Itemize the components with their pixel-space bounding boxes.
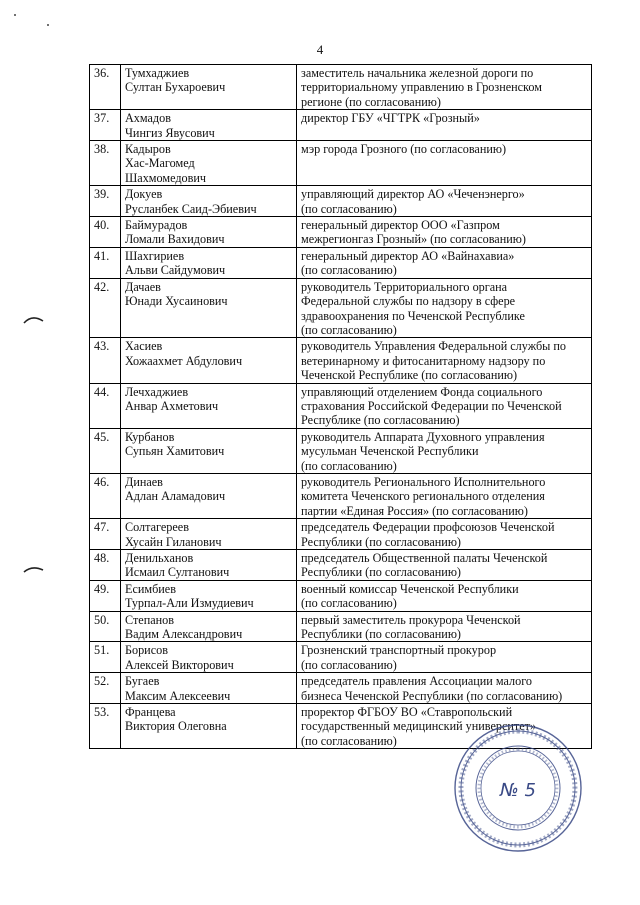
member-position-line: мэр города Грозного (по согласованию): [301, 142, 507, 157]
member-name: [121, 473, 297, 518]
row-number: 36.: [90, 65, 121, 110]
seal-stamp: [452, 722, 584, 854]
member-name-line: Баймурадов: [125, 218, 188, 233]
member-name-line: Степанов: [125, 612, 175, 627]
member-name-line: Динаев: [125, 474, 163, 489]
scan-speck: [47, 24, 49, 26]
table-row: [90, 611, 592, 642]
member-name: [121, 338, 297, 383]
member-name: [121, 383, 297, 428]
member-position-line: (по согласованию): [301, 657, 397, 672]
member-position-line: (по согласованию): [301, 733, 397, 748]
member-position-line: партии «Единая Россия» (по согласованию): [301, 503, 528, 518]
row-number: 39.: [90, 186, 121, 217]
member-name-line: Бугаев: [125, 674, 160, 689]
member-name-line: Юнади Хусаинович: [125, 294, 228, 309]
members-table-body: [90, 65, 592, 749]
table-row: [90, 338, 592, 383]
member-name-line: Анвар Ахметович: [125, 398, 219, 413]
member-name-line: Борисов: [125, 643, 168, 658]
member-position-line: Федеральной службы по надзору в сфере: [301, 294, 516, 309]
member-position: [297, 65, 592, 110]
member-name-line: Докуев: [125, 187, 163, 202]
row-number: 43.: [90, 338, 121, 383]
member-position-line: (по согласованию): [301, 596, 397, 611]
member-name-line: Хасиев: [125, 339, 163, 354]
row-number: 47.: [90, 519, 121, 550]
table-row: [90, 519, 592, 550]
member-name: [121, 217, 297, 248]
member-name: [121, 580, 297, 611]
table-row: [90, 141, 592, 186]
member-name-line: Виктория Олеговна: [125, 719, 227, 734]
member-name: [121, 642, 297, 673]
table-row: [90, 186, 592, 217]
page-number: 4: [316, 42, 324, 57]
member-position-line: проректор ФГБОУ ВО «Ставропольский: [301, 705, 513, 720]
stamp-number: № 5: [500, 780, 536, 801]
row-number: 52.: [90, 673, 121, 704]
member-position: [297, 110, 592, 141]
table-row: [90, 278, 592, 338]
member-name-line: Адлан Аламадович: [125, 489, 226, 504]
row-number: 45.: [90, 428, 121, 473]
member-position: [297, 580, 592, 611]
table-row: [90, 550, 592, 581]
member-name-line: Францева: [125, 705, 176, 720]
table-row: [90, 642, 592, 673]
member-name-line: Максим Алексеевич: [125, 688, 231, 703]
table-row: [90, 580, 592, 611]
table-row: [90, 473, 592, 518]
row-number: 48.: [90, 550, 121, 581]
member-position-line: Чеченской Республике (по согласованию): [301, 368, 518, 383]
member-name: [121, 247, 297, 278]
member-position-line: межрегионгаз Грозный» (по согласованию): [301, 232, 526, 247]
member-position-line: Республики (по согласованию): [301, 627, 461, 642]
member-position-line: (по согласованию): [301, 322, 397, 337]
member-position-line: государственный медицинский университет»: [301, 719, 537, 734]
member-position: [297, 141, 592, 186]
member-name-line: Курбанов: [125, 429, 175, 444]
member-position: [297, 338, 592, 383]
member-position: [297, 673, 592, 704]
member-name: [121, 519, 297, 550]
row-number: 53.: [90, 704, 121, 749]
row-number: 50.: [90, 611, 121, 642]
member-position-line: военный комиссар Чеченской Республики: [301, 581, 519, 596]
member-position-line: руководитель Регионального Исполнительного: [301, 474, 546, 489]
member-name-line: Дачаев: [125, 279, 161, 294]
member-name: [121, 704, 297, 749]
member-name-line: Лечхаджиев: [125, 384, 189, 399]
member-name-line: Шахмомедович: [125, 170, 207, 185]
member-position-line: Республики (по согласованию): [301, 565, 461, 580]
member-name-line: Турпал-Али Измудиевич: [125, 596, 254, 611]
member-position: [297, 247, 592, 278]
member-position-line: генеральный директор ООО «Газпром: [301, 218, 500, 233]
row-number: 38.: [90, 141, 121, 186]
member-name: [121, 550, 297, 581]
table-row: [90, 673, 592, 704]
member-position-line: председатель правления Ассоциации малого: [301, 674, 532, 689]
row-number: 42.: [90, 278, 121, 338]
member-position: [297, 217, 592, 248]
member-name: [121, 141, 297, 186]
member-position-line: руководитель Территориального органа: [301, 279, 508, 294]
member-position-line: ветеринарному и фитосанитарному надзору по: [301, 353, 546, 368]
member-name: [121, 278, 297, 338]
member-name-line: Вадим Александрович: [125, 627, 243, 642]
member-name-line: Супьян Хамитович: [125, 444, 225, 459]
member-name-line: Ахмадов: [125, 111, 171, 126]
member-name-line: Кадыров: [125, 142, 171, 157]
row-number: 49.: [90, 580, 121, 611]
row-number: 44.: [90, 383, 121, 428]
row-number: 37.: [90, 110, 121, 141]
scan-speck: [14, 14, 16, 16]
member-name-line: Русланбек Саид-Эбиевич: [125, 201, 257, 216]
margin-pen-mark: [22, 562, 46, 576]
member-name-line: Исмаил Султанович: [125, 565, 230, 580]
member-position-line: бизнеса Чеченской Республики (по согласованию): [301, 688, 563, 703]
row-number: 41.: [90, 247, 121, 278]
member-position-line: (по согласованию): [301, 263, 397, 278]
table-row: [90, 428, 592, 473]
member-name: [121, 65, 297, 110]
member-position-line: Грозненский транспортный прокурор: [301, 643, 497, 658]
member-position-line: страхования Российской Федерации по Чеченской: [301, 398, 562, 413]
member-name-line: Хусайн Гиланович: [125, 534, 222, 549]
member-position-line: комитета Чеченского регионального отделения: [301, 489, 545, 504]
member-position: [297, 428, 592, 473]
member-position-line: (по согласованию): [301, 201, 397, 216]
margin-pen-mark: [22, 312, 46, 326]
table-row: [90, 247, 592, 278]
member-position-line: территориальному управлению в Грозненском: [301, 80, 542, 95]
table-row: [90, 217, 592, 248]
member-position: [297, 642, 592, 673]
member-name-line: Алексей Викторович: [125, 657, 234, 672]
member-name-line: Хас-Магомед: [125, 156, 195, 171]
member-name-line: Солтагереев: [125, 520, 189, 535]
member-position: [297, 383, 592, 428]
member-position-line: первый заместитель прокурора Чеченской: [301, 612, 521, 627]
member-name-line: Есимбиев: [125, 581, 176, 596]
member-name-line: Ломали Вахидович: [125, 232, 225, 247]
member-position-line: управляющий директор АО «Чеченэнерго»: [301, 187, 525, 202]
member-name-line: Альви Сайдумович: [125, 263, 226, 278]
member-position-line: (по согласованию): [301, 458, 397, 473]
member-position-line: председатель Общественной палаты Чеченской: [301, 551, 548, 565]
member-name-line: Хожаахмет Абдулович: [125, 353, 243, 368]
table-row: [90, 383, 592, 428]
table-row: [90, 110, 592, 141]
member-name: [121, 110, 297, 141]
row-number: 51.: [90, 642, 121, 673]
member-position-line: директор ГБУ «ЧГТРК «Грозный»: [301, 111, 480, 126]
member-position: [297, 186, 592, 217]
member-position: [297, 550, 592, 581]
table-row: [90, 65, 592, 110]
member-name-line: Денильханов: [125, 551, 194, 565]
member-position-line: руководитель Аппарата Духовного управления: [301, 429, 545, 444]
member-position: [297, 473, 592, 518]
row-number: 40.: [90, 217, 121, 248]
member-position-line: здравоохранения по Чеченской Республике: [301, 308, 525, 323]
member-name-line: Чингиз Явусович: [125, 125, 215, 140]
member-name-line: Султан Бухароевич: [125, 80, 226, 95]
member-position-line: Республики (по согласованию): [301, 534, 461, 549]
member-position-line: Республике (по согласованию): [301, 413, 460, 428]
member-position-line: председатель Федерации профсоюзов Чеченской: [301, 520, 555, 535]
member-position: [297, 278, 592, 338]
member-position: [297, 611, 592, 642]
member-position-line: мусульман Чеченской Республики: [301, 444, 479, 459]
member-name: [121, 186, 297, 217]
member-position-line: руководитель Управления Федеральной службы по: [301, 339, 567, 354]
member-name: [121, 428, 297, 473]
member-position: [297, 519, 592, 550]
row-number: 46.: [90, 473, 121, 518]
member-name-line: Шахгириев: [125, 248, 185, 263]
member-position-line: генеральный директор АО «Вайнахавиа»: [301, 248, 515, 263]
member-name-line: Тумхаджиев: [125, 66, 190, 80]
member-position-line: управляющий отделением Фонда социального: [301, 384, 543, 399]
member-position-line: заместитель начальника железной дороги по: [301, 66, 534, 80]
member-name: [121, 611, 297, 642]
members-table: [89, 64, 592, 749]
member-position-line: регионе (по согласованию): [301, 94, 441, 109]
member-name: [121, 673, 297, 704]
